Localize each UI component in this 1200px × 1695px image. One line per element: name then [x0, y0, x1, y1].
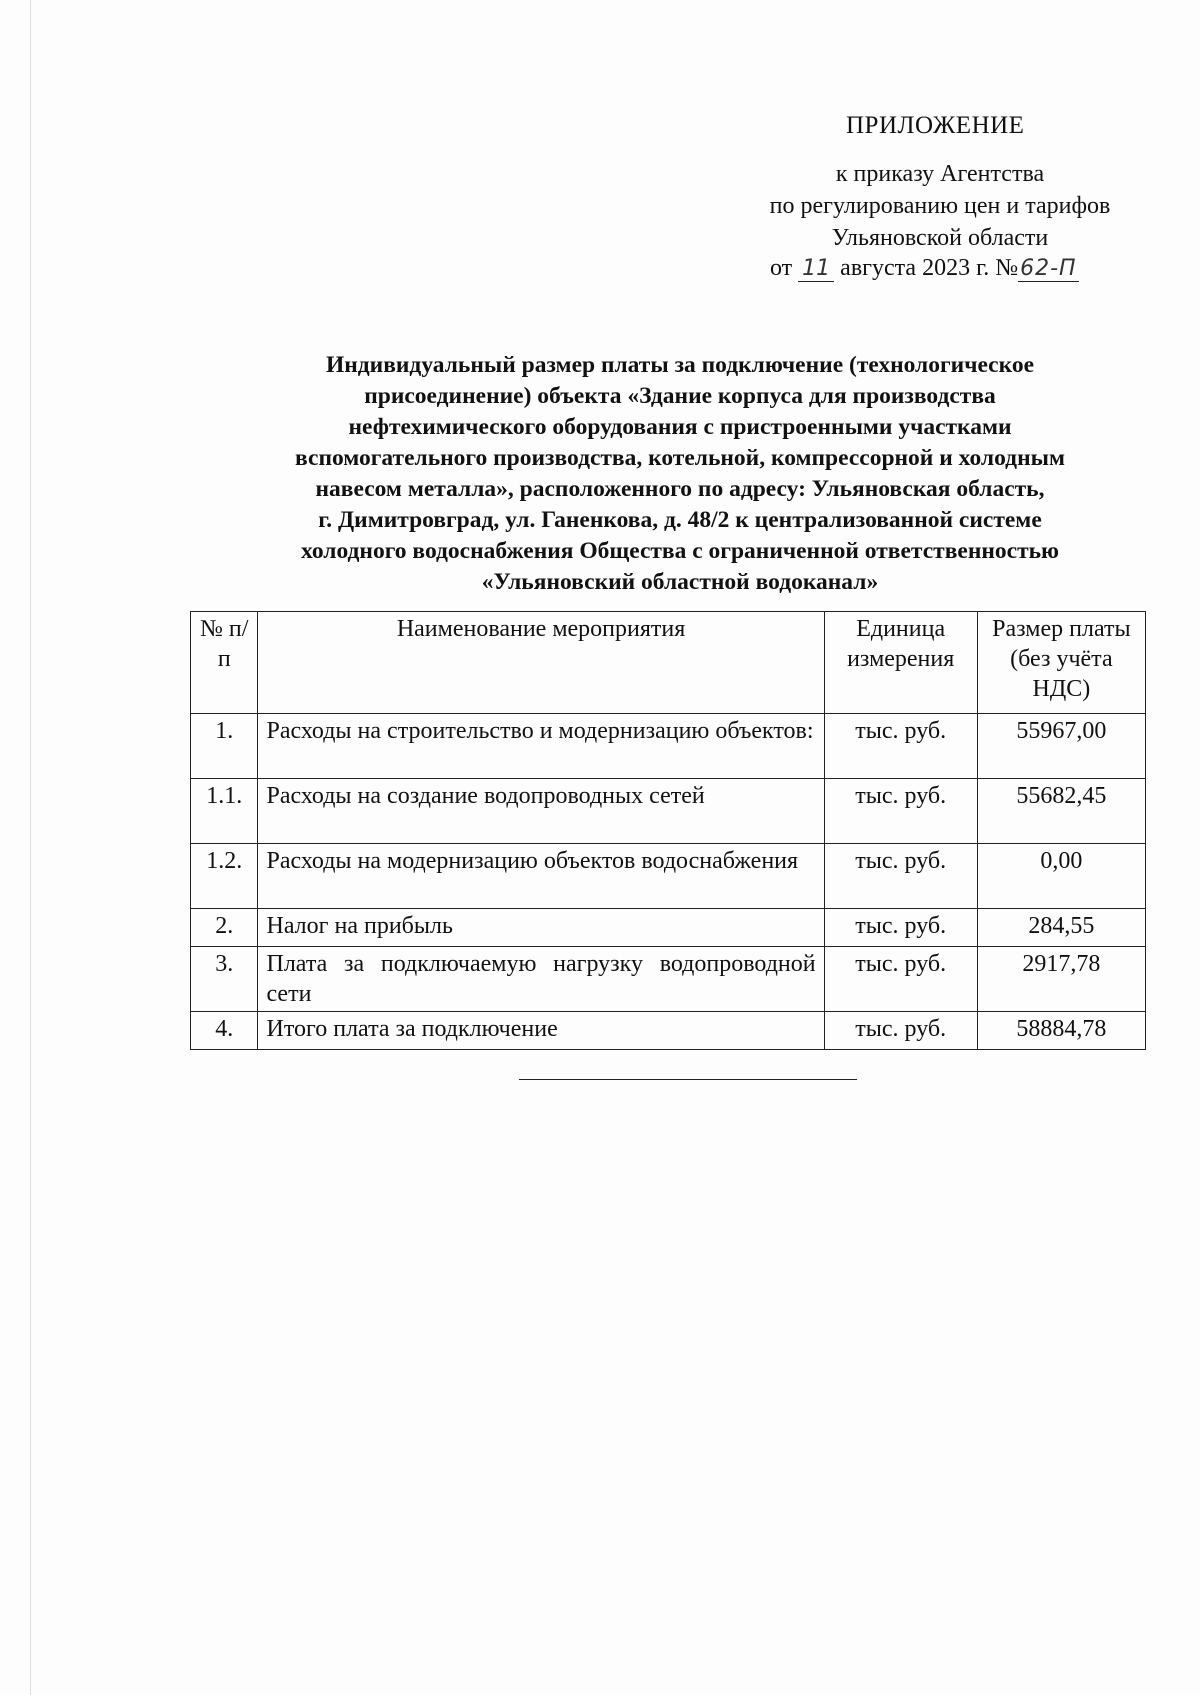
row-value: 55967,00 [977, 714, 1145, 779]
fees-table [190, 611, 1146, 1050]
date-prefix: от [770, 255, 793, 281]
title-line: «Ульяновский областной водоканал» [481, 569, 879, 595]
header-value: Размер платы (без учёта НДС) [977, 612, 1145, 714]
appendix-header [730, 158, 1150, 254]
row-unit: тыс. руб. [824, 947, 977, 1012]
row-name: Налог на прибыль [258, 909, 824, 947]
header-name: Наименование мероприятия [258, 612, 824, 714]
row-name: Расходы на создание водопроводных сетей [258, 779, 824, 844]
row-name: Итого плата за подключение [258, 1012, 824, 1050]
document-title [190, 350, 1170, 598]
row-unit: тыс. руб. [824, 714, 977, 779]
date-middle: августа 2023 г. № [840, 255, 1019, 281]
row-no: 1. [191, 714, 258, 779]
table-row [191, 1012, 1146, 1050]
row-unit: тыс. руб. [824, 909, 977, 947]
title-line: присоединение) объекта «Здание корпуса для производства [364, 383, 996, 409]
title-line: Индивидуальный размер платы за подключение (технологическое [325, 352, 1035, 378]
handwritten-order-number: 62-П [1020, 256, 1077, 281]
row-value: 2917,78 [977, 947, 1145, 1012]
row-no: 2. [191, 909, 258, 947]
row-value: 284,55 [977, 909, 1145, 947]
row-value: 0,00 [977, 844, 1145, 909]
appendix-title: ПРИЛОЖЕНИЕ [846, 112, 1025, 139]
row-unit: тыс. руб. [824, 1012, 977, 1050]
scan-edge-line [30, 0, 31, 1695]
table-row [191, 779, 1146, 844]
row-name: Плата за подключаемую нагрузку водопроводной сети [258, 947, 824, 1012]
row-no: 3. [191, 947, 258, 1012]
order-date-line [770, 255, 1079, 282]
appendix-line: Ульяновской области [831, 225, 1049, 251]
title-line: навесом металла», расположенного по адресу: Ульяновская область, [315, 476, 1045, 502]
table-row [191, 844, 1146, 909]
table-row [191, 714, 1146, 779]
row-no: 1.1. [191, 779, 258, 844]
row-value: 58884,78 [977, 1012, 1145, 1050]
row-unit: тыс. руб. [824, 844, 977, 909]
title-line: вспомогательного производства, котельной, компрессорной и холодным [295, 445, 1065, 471]
header-unit: Единица измерения [824, 612, 977, 714]
closing-rule [519, 1079, 857, 1080]
header-no: № п/п [191, 612, 258, 714]
title-line: нефтехимического оборудования с пристроенными участками [348, 414, 1012, 440]
row-value: 55682,45 [977, 779, 1145, 844]
handwritten-day: 11 [798, 256, 834, 282]
row-unit: тыс. руб. [824, 779, 977, 844]
appendix-line: к приказу Агентства [835, 161, 1045, 187]
appendix-line: по регулированию цен и тарифов [769, 193, 1111, 219]
row-no: 1.2. [191, 844, 258, 909]
table-row [191, 909, 1146, 947]
row-name: Расходы на строительство и модернизацию объектов: [258, 714, 824, 779]
title-line: холодного водоснабжения Общества с ограниченной ответственностью [300, 538, 1060, 564]
table-row [191, 947, 1146, 1012]
row-name: Расходы на модернизацию объектов водоснабжения [258, 844, 824, 909]
row-no: 4. [191, 1012, 258, 1050]
table-header-row [191, 612, 1146, 714]
title-line: г. Димитровград, ул. Ганенкова, д. 48/2 к централизованной системе [318, 507, 1042, 533]
